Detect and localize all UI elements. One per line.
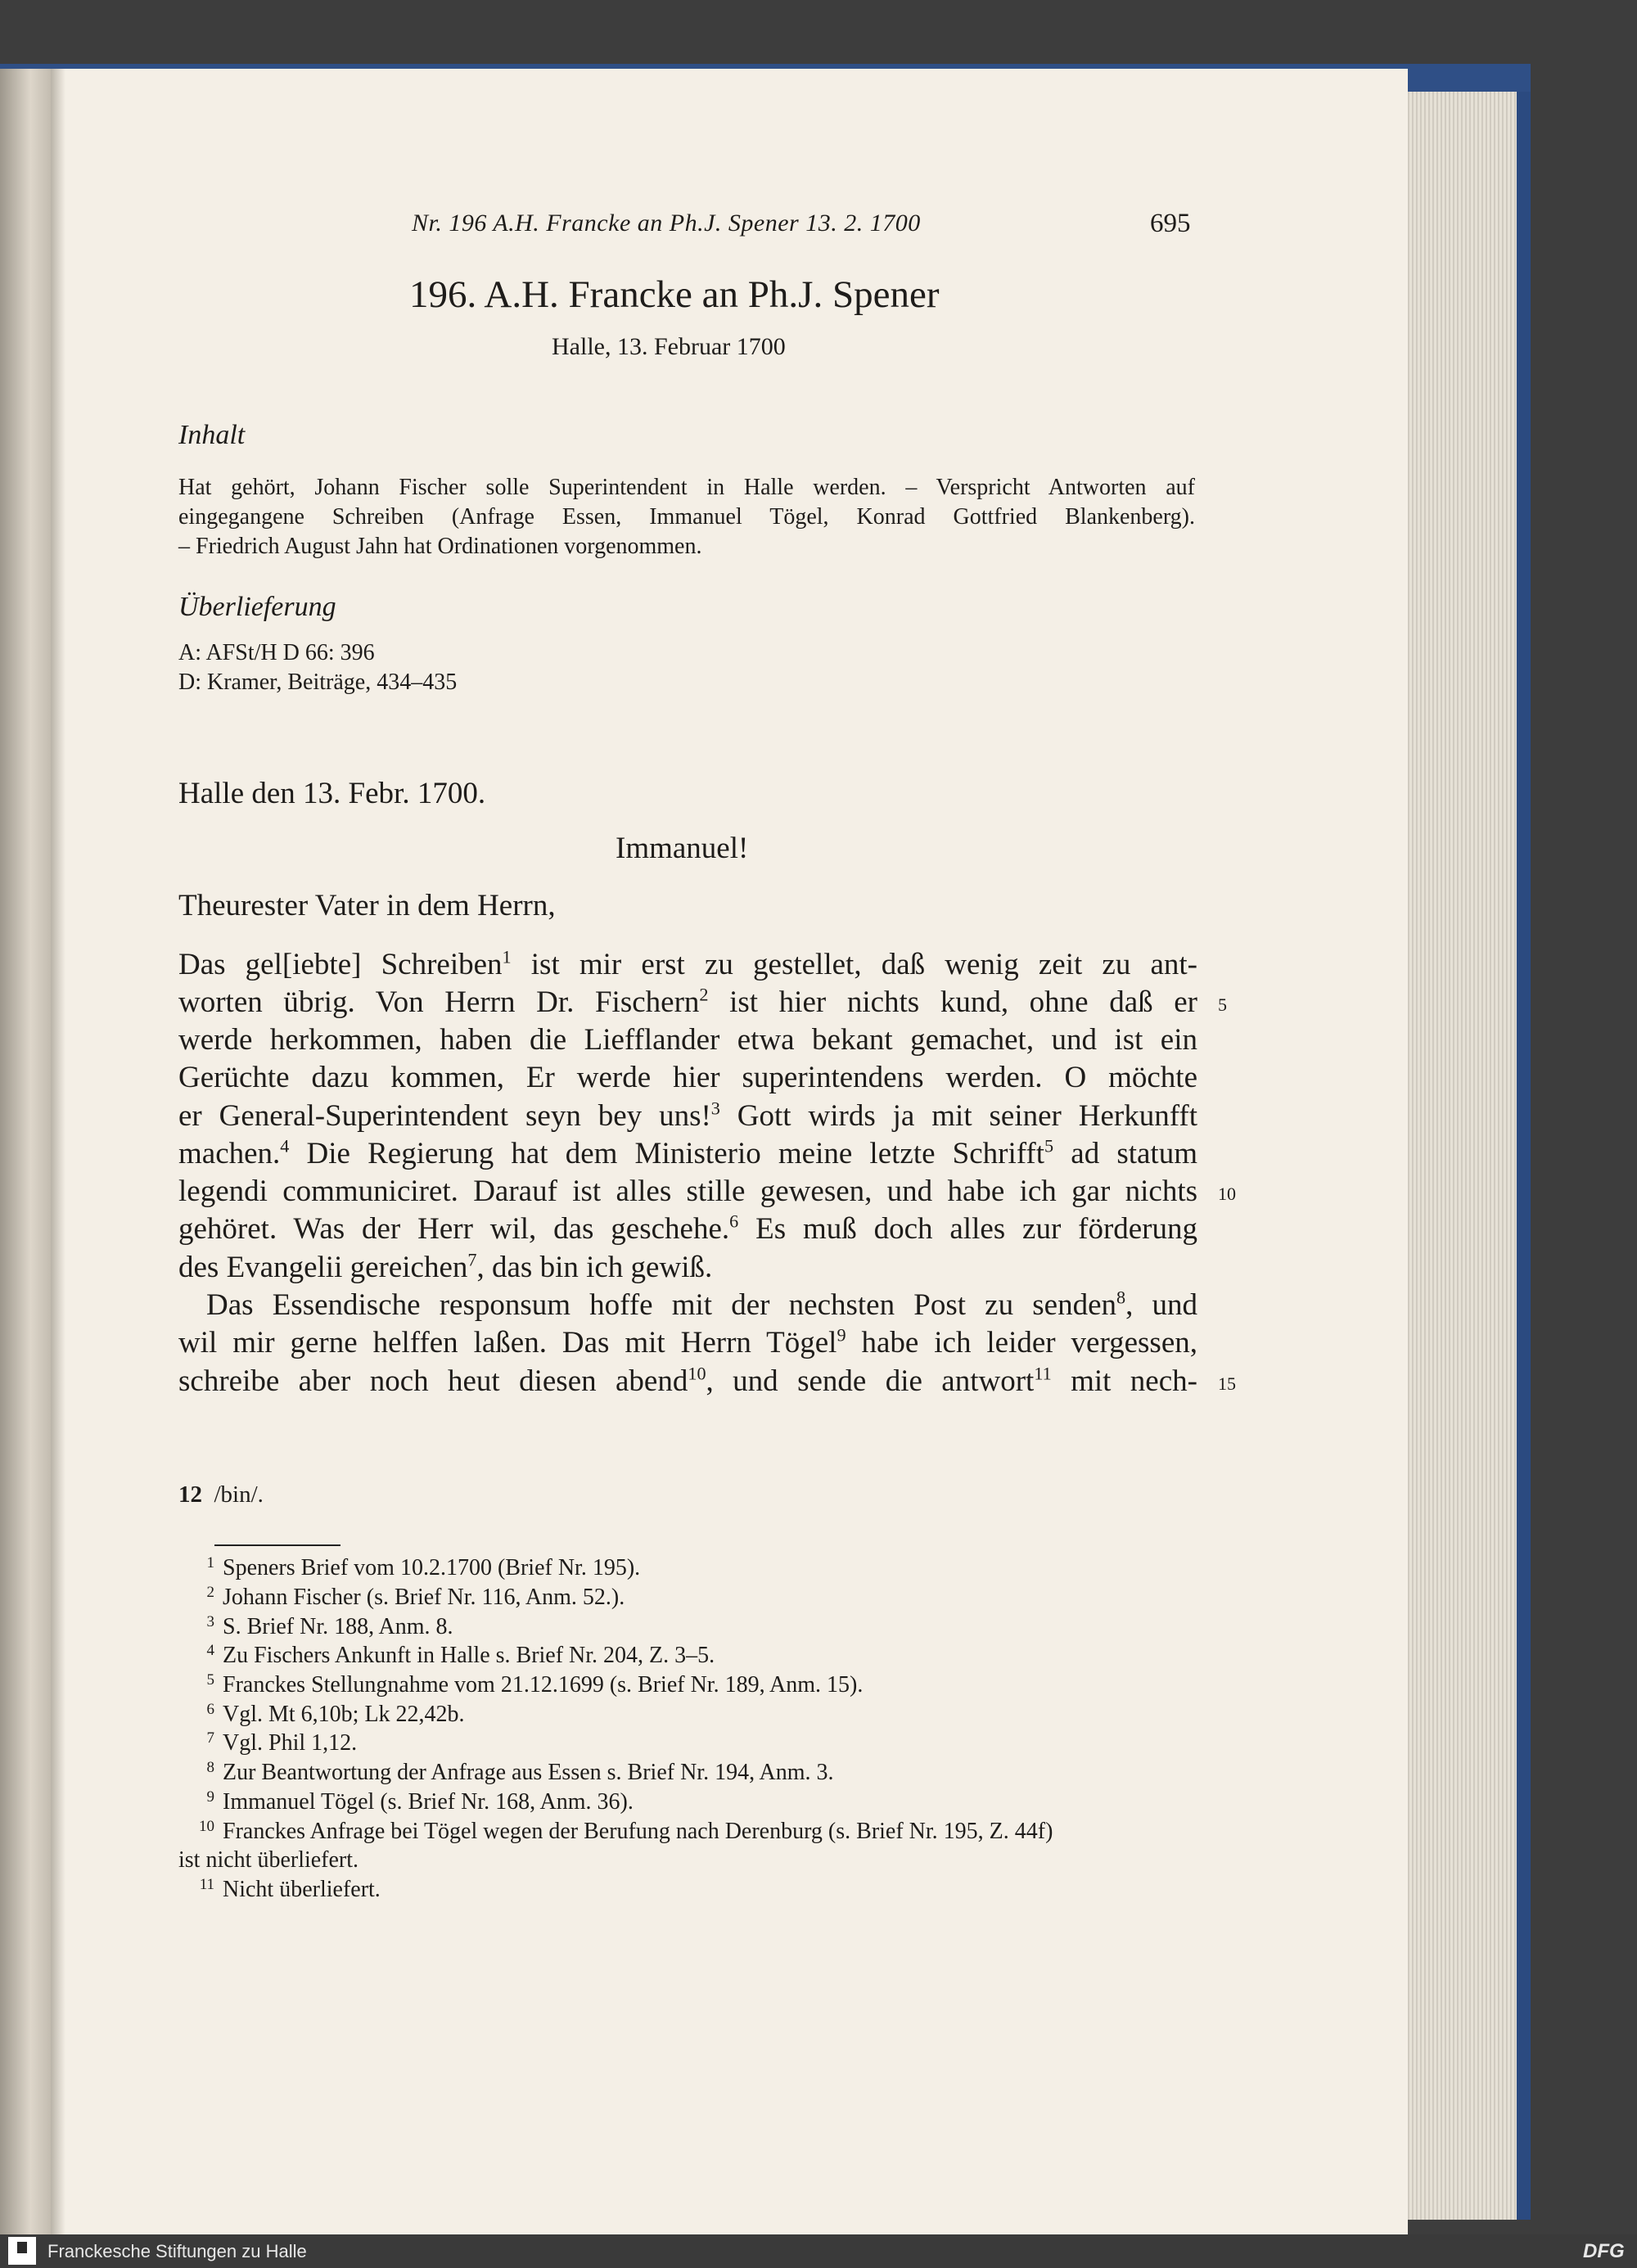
text-segment: Gerüchte dazu kommen, Er werde hier superintendens werden. O möchte <box>178 1061 1197 1094</box>
letter-title: 196. A.H. Francke an Ph.J. Spener <box>409 273 940 316</box>
footnote-number: 4 <box>206 1642 214 1659</box>
line-number: 10 <box>1218 1184 1236 1204</box>
text-segment: ad statum <box>1053 1137 1197 1170</box>
book-spine-edge <box>1517 92 1531 2220</box>
letter-body-line <box>178 947 1197 982</box>
footnote-number: 9 <box>206 1788 214 1806</box>
footnote-number: 6 <box>206 1701 214 1718</box>
footnote-text: Nicht überliefert. <box>223 1877 381 1902</box>
footnote-text: Vgl. Phil 1,12. <box>223 1730 358 1756</box>
dateline: Halle den 13. Febr. 1700. <box>178 777 486 810</box>
text-segment: , und sende die antwort <box>706 1364 1035 1398</box>
text-segment: ist hier nichts kund, ohne daß er <box>708 985 1197 1019</box>
footnote-marker[interactable]: 5 <box>1044 1135 1054 1157</box>
letter-body-line <box>178 1250 1197 1285</box>
footnote <box>178 1847 359 1873</box>
text-segment: worten übrig. Von Herrn Dr. Fischern <box>178 985 700 1019</box>
footnote-text: ist nicht überliefert. <box>178 1847 359 1873</box>
footnote-marker[interactable]: 11 <box>1034 1363 1052 1384</box>
footnote <box>190 1876 381 1903</box>
letter-body-line <box>206 1287 1197 1323</box>
text-segment: mit nech- <box>1051 1364 1197 1398</box>
footnote-number: 2 <box>206 1584 214 1601</box>
footnote-text: Immanuel Tögel (s. Brief Nr. 168, Anm. 36). <box>223 1789 634 1815</box>
footnote <box>190 1642 715 1669</box>
letter-body-line <box>178 1325 1197 1360</box>
inhalt-heading: Inhalt <box>178 420 246 450</box>
left-page-edge <box>0 69 51 2234</box>
footnote <box>190 1554 640 1581</box>
footnote-text: Speners Brief vom 10.2.1700 (Brief Nr. 195). <box>223 1555 641 1580</box>
footnote-number: 1 <box>206 1554 214 1571</box>
footnote-marker[interactable]: 1 <box>502 946 512 967</box>
text-segment: machen. <box>178 1137 281 1170</box>
page-gutter <box>51 69 65 2234</box>
letter-body-line <box>178 1060 1197 1095</box>
inhalt-line: eingegangene Schreiben (Anfrage Essen, Immanuel Tögel, Konrad Gottfried Blankenberg). <box>178 504 1195 530</box>
invocation: Immanuel! <box>616 832 749 865</box>
footnote <box>190 1701 465 1728</box>
footnote <box>190 1729 357 1756</box>
footnote-marker[interactable]: 10 <box>688 1363 706 1384</box>
letter-body-line <box>178 1174 1197 1209</box>
footnote-marker[interactable]: 8 <box>1116 1287 1126 1308</box>
ueberlieferung-heading: Überlieferung <box>178 592 336 622</box>
footnote <box>190 1818 1053 1845</box>
footnote-marker[interactable]: 6 <box>729 1211 739 1232</box>
footnote-text: Vgl. Mt 6,10b; Lk 22,42b. <box>223 1702 465 1727</box>
text-segment: schreibe aber noch heut diesen abend <box>178 1364 688 1398</box>
footnote <box>190 1759 834 1786</box>
line-number: 5 <box>1218 994 1227 1015</box>
footnote-number: 5 <box>206 1671 214 1689</box>
ueberlieferung-line: A: AFSt/H D 66: 396 <box>178 640 375 665</box>
inhalt-line: – Friedrich August Jahn hat Ordinationen vorgenommen. <box>178 534 702 559</box>
footnote-text: Franckes Anfrage bei Tögel wegen der Berufung nach Derenburg (s. Brief Nr. 195, Z. 44f) <box>223 1819 1053 1844</box>
text-segment: legendi communiciret. Darauf ist alles stille gewesen, und habe ich gar nichts <box>178 1175 1197 1208</box>
footnote-number: 10 <box>199 1818 214 1835</box>
letter-body-line <box>178 985 1197 1020</box>
footnote-number: 3 <box>206 1613 214 1630</box>
inhalt-line: Hat gehört, Johann Fischer solle Superintendent in Halle werden. – Verspricht Antworten auf <box>178 475 1195 500</box>
text-segment: Die Regierung hat dem Ministerio meine letzte Schrifft <box>289 1137 1045 1170</box>
footnote-marker[interactable]: 2 <box>699 984 709 1005</box>
apparatus-line-ref: 12 <box>178 1481 202 1508</box>
letter-body-line <box>178 1211 1197 1247</box>
salutation: Theurester Vater in dem Herrn, <box>178 889 556 922</box>
text-segment: wil mir gerne helffen laßen. Das mit Herrn Tögel <box>178 1326 837 1359</box>
letter-body-line <box>178 1022 1197 1057</box>
page-number: 695 <box>1150 209 1191 238</box>
footnote-text: Johann Fischer (s. Brief Nr. 116, Anm. 52.). <box>223 1585 625 1610</box>
footnote-text: Franckes Stellungnahme vom 21.12.1699 (s. Brief Nr. 189, Anm. 15). <box>223 1672 864 1698</box>
text-segment: er General-Superintendent seyn bey uns! <box>178 1099 711 1133</box>
institution-name: Franckesche Stiftungen zu Halle <box>47 2241 307 2261</box>
text-segment: gehöret. Was der Herr wil, das geschehe. <box>178 1212 730 1246</box>
text-segment: des Evangelii gereichen <box>178 1251 468 1284</box>
footnote <box>190 1671 863 1698</box>
text-segment: Das Essendische responsum hoffe mit der nechsten Post zu senden <box>206 1288 1116 1322</box>
line-number: 15 <box>1218 1373 1236 1394</box>
footnote-number: 11 <box>199 1876 214 1893</box>
text-segment: Das gel[iebte] Schreiben <box>178 948 503 981</box>
letter-body-line <box>178 1364 1197 1399</box>
letter-place-date: Halle, 13. Februar 1700 <box>552 333 786 360</box>
footnote-text: S. Brief Nr. 188, Anm. 8. <box>223 1614 453 1639</box>
critical-apparatus <box>178 1481 264 1508</box>
letter-body-line <box>178 1136 1197 1171</box>
apparatus-reading: /bin/. <box>214 1481 264 1508</box>
text-segment: Es muß doch alles zur förderung <box>738 1212 1198 1246</box>
footnote-rule <box>214 1544 340 1546</box>
footnote-marker[interactable]: 4 <box>280 1135 290 1157</box>
text-segment: ist mir erst zu gestellet, daß wenig zeit zu ant- <box>511 948 1197 981</box>
footnote-number: 7 <box>206 1729 214 1747</box>
footnote-text: Zu Fischers Ankunft in Halle s. Brief Nr. 204, Z. 3–5. <box>223 1643 715 1668</box>
institution-logo-icon <box>8 2237 36 2265</box>
footnote <box>190 1584 625 1611</box>
footnote-marker[interactable]: 7 <box>467 1249 477 1270</box>
letter-body-line <box>178 1098 1197 1134</box>
text-segment: Gott wirds ja mit seiner Herkunfft <box>719 1099 1197 1133</box>
text-segment: habe ich leider vergessen, <box>846 1326 1197 1359</box>
dfg-logo: DFG <box>1583 2240 1625 2262</box>
ueberlieferung-line: D: Kramer, Beiträge, 434–435 <box>178 670 458 695</box>
footnote <box>190 1788 634 1815</box>
footnote <box>190 1613 453 1640</box>
text-segment: , und <box>1125 1288 1198 1322</box>
footnote-marker[interactable]: 9 <box>837 1324 846 1346</box>
page-stack <box>1396 92 1518 2220</box>
text-segment: , das bin ich gewiß. <box>476 1251 713 1284</box>
footnote-text: Zur Beantwortung der Anfrage aus Essen s. Brief Nr. 194, Anm. 3. <box>223 1760 834 1785</box>
footnote-marker[interactable]: 3 <box>710 1098 720 1119</box>
text-segment: werde herkommen, haben die Liefflander etwa bekant gemachet, und ist ein <box>178 1023 1197 1057</box>
footnote-number: 8 <box>206 1759 214 1776</box>
running-head: Nr. 196 A.H. Francke an Ph.J. Spener 13. 2. 1700 <box>412 210 921 237</box>
